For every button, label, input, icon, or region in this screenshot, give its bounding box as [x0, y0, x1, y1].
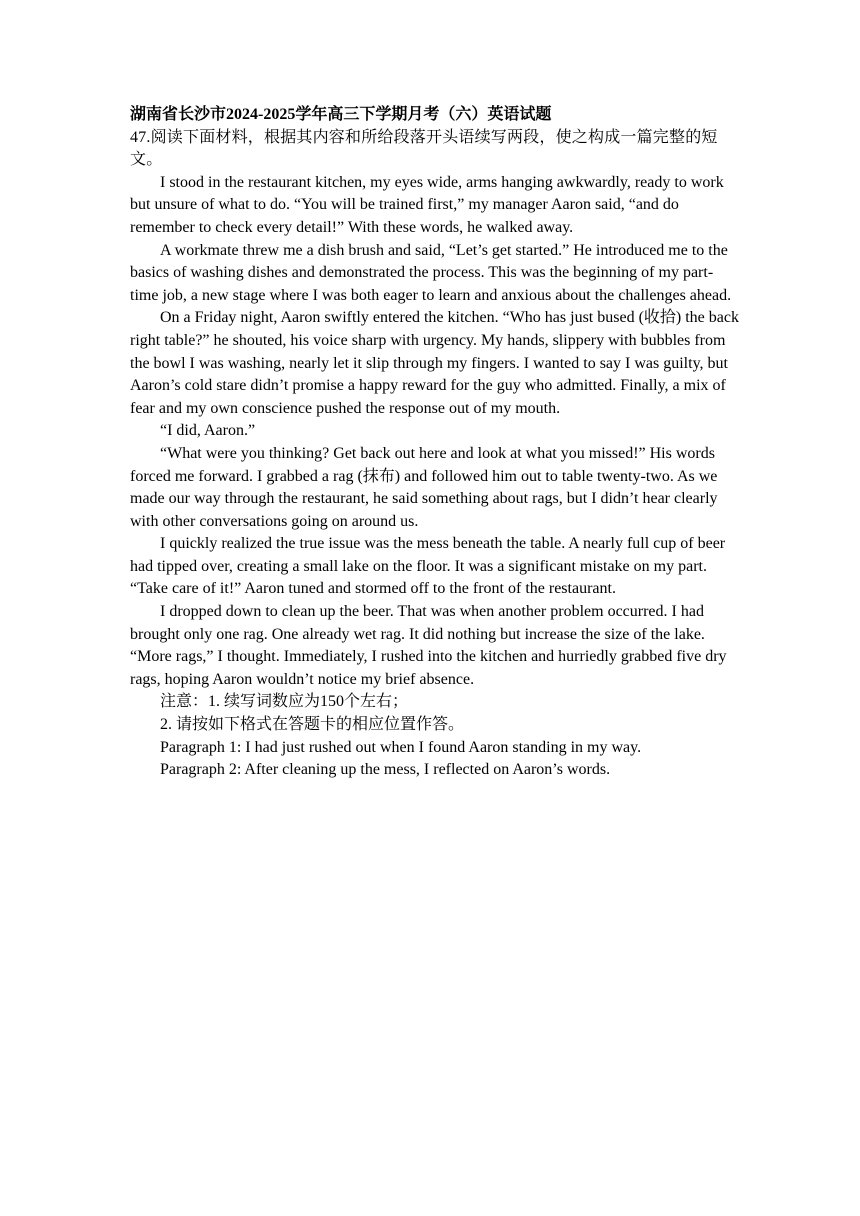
story-paragraph-2: A workmate threw me a dish brush and said, “Let’s get started.” He introduced me to the basics of washing dishes and demonstrated the process. This was the beginning of my part-time job, a new stage where I was both eager to learn and anxious about the challenges ahead.: [130, 241, 732, 304]
story-paragraph-1: I stood in the restaurant kitchen, my eyes wide, arms hanging awkwardly, ready to work but unsure of what to do. “You will be trained first,” my manager Aaron said, “and do remember to check every detail!” With these words, he walked away.: [130, 173, 724, 236]
story-paragraph-7: I dropped down to clean up the beer. That was when another problem occurred. I had brought only one rag. One already wet rag. It did nothing but increase the size of the lake. “More rags,” I thought. Immediately, I rushed into the kitchen and hurriedly grabbed five dry rags, hoping Aaron wouldn’t notice my brief absence.: [130, 603, 727, 688]
instruction-note-1: 注意：1. 续写词数应为150个左右；: [160, 693, 409, 711]
instruction-note-2: 2. 请按如下格式在答题卡的相应位置作答。: [160, 716, 465, 734]
paragraph-1-opening: Paragraph 1: I had just rushed out when I found Aaron standing in my way.: [160, 738, 642, 756]
paragraph-2-opening: Paragraph 2: After cleaning up the mess, I reflected on Aaron’s words.: [160, 761, 611, 779]
story-paragraph-4: “I did, Aaron.”: [160, 422, 256, 440]
exam-title: 湖南省长沙市2024-2025学年高三下学期月考（六）英语试题: [130, 106, 552, 123]
question-prompt: 47.阅读下面材料，根据其内容和所给段落开头语续写两段，使之构成一篇完整的短文。: [130, 128, 718, 169]
story-paragraph-6: I quickly realized the true issue was the mess beneath the table. A nearly full cup of beer had tipped over, creating a small lake on the floor. It was a significant mistake on my part. “Take care of it!” Aaron tuned and stormed off to the front of the restaurant.: [130, 535, 726, 598]
story-paragraph-5: “What were you thinking? Get back out here and look at what you missed!” His words forced me forward. I grabbed a rag (抹布) and followed him out to table twenty-two. As we made our way through the restaurant, he said something about rags, but I didn’t hear clearly with other conversations going on around us.: [130, 444, 718, 530]
story-paragraph-3: On a Friday night, Aaron swiftly entered the kitchen. “Who has just bused (收拾) the back right table?” he shouted, his voice sharp with urgency. My hands, slippery with bubbles from the bowl I was washing, nearly let it slip through my fingers. I wanted to say I was guilty, but Aaron’s cold stare didn’t promise a happy reward for the guy who admitted. Finally, a mix of fear and my own conscience pushed the response out of my mouth.: [130, 309, 739, 417]
exam-page: [130, 104, 740, 782]
